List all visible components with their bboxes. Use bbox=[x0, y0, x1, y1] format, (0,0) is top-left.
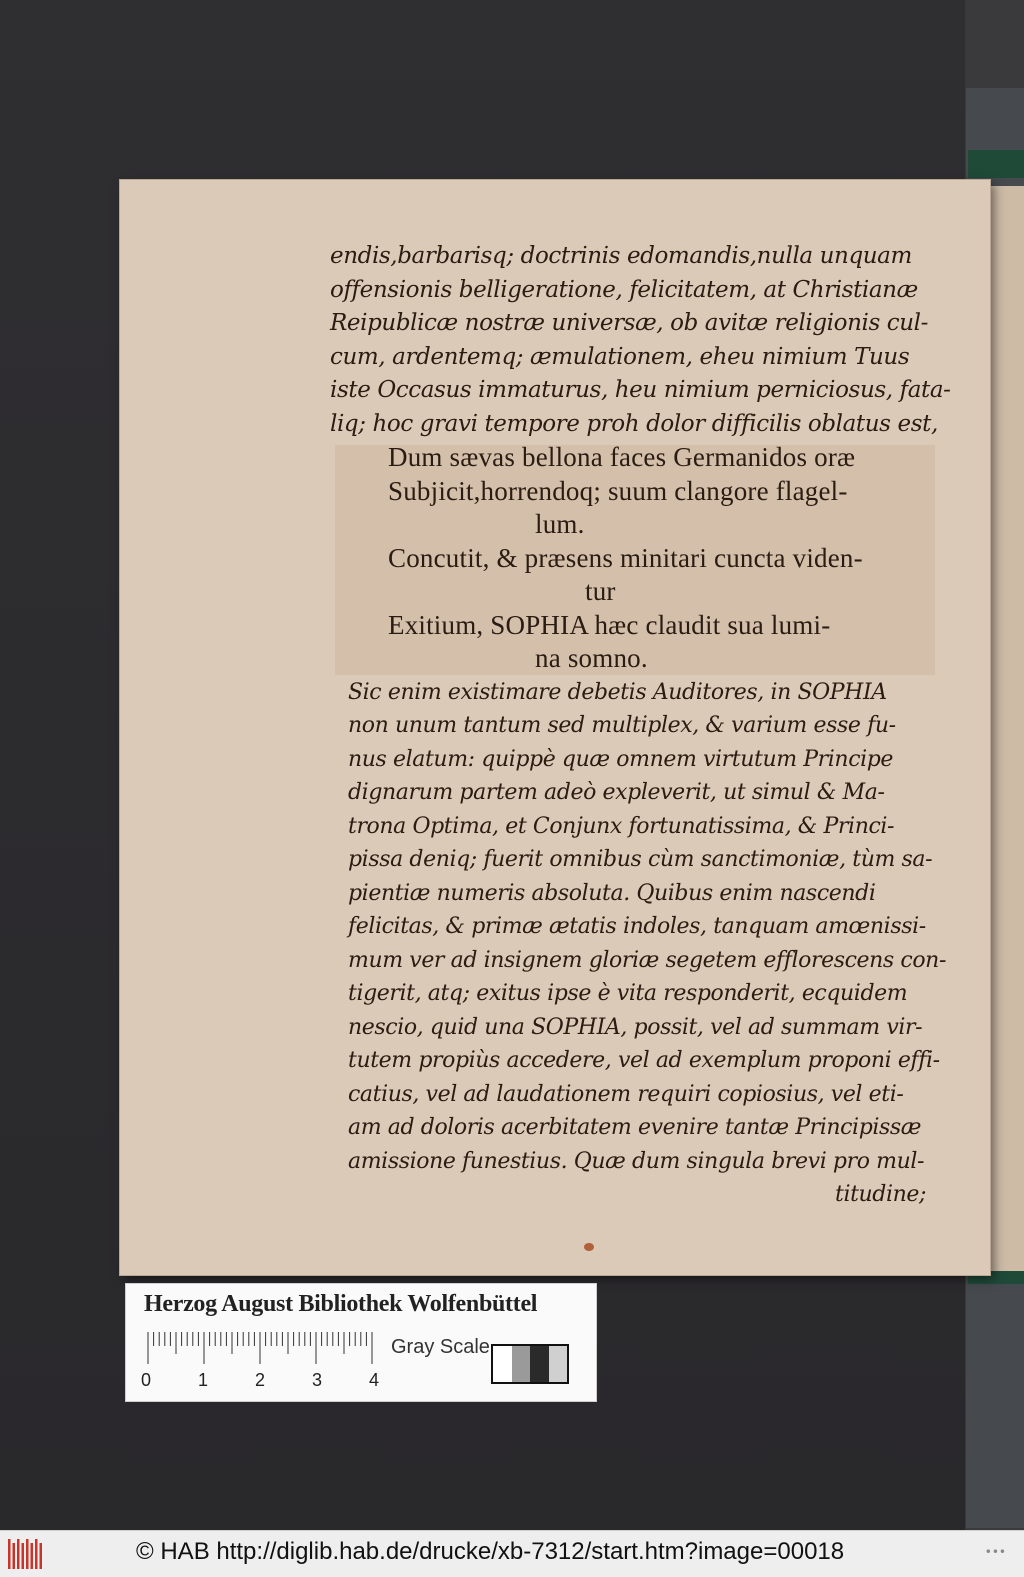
logo-bar bbox=[40, 1543, 43, 1569]
ruler-number: 3 bbox=[312, 1370, 323, 1390]
text-line: titudine; bbox=[835, 1182, 927, 1207]
text-line: endis,barbarisq; doctrinis edomandis,nulla unquam bbox=[330, 243, 912, 269]
text-line: catius, vel ad laudationem requiri copiosius, vel eti- bbox=[348, 1081, 904, 1107]
gray-swatch-cell bbox=[549, 1346, 568, 1382]
text-line: tigerit, atq; exitus ipse è vita responderit, ecquidem bbox=[348, 981, 908, 1006]
text-line: cum, ardentemq; æmulationem, eheu nimium Tuus bbox=[330, 343, 910, 370]
text-line: na somno. bbox=[535, 643, 648, 673]
logo-bar bbox=[8, 1539, 11, 1569]
viewer-footer bbox=[0, 1530, 1024, 1577]
logo-bar bbox=[22, 1543, 25, 1569]
text-line: am ad doloris acerbitatem evenire tantæ Principissæ bbox=[348, 1115, 922, 1140]
text-line: nescio, quid una SOPHIA, possit, vel ad summam vir- bbox=[348, 1014, 923, 1040]
page-text bbox=[330, 240, 951, 1212]
text-line: tutem propiùs accedere, vel ad exemplum proponi effi- bbox=[348, 1048, 940, 1073]
logo-bar bbox=[31, 1543, 34, 1569]
text-line: dignarum partem adeò expleverit, ut simul & Ma- bbox=[348, 780, 885, 805]
ruler-number: 4 bbox=[369, 1370, 380, 1390]
gray-scale-label: Gray Scale bbox=[391, 1336, 490, 1358]
text-line: Sic enim existimare debetis Auditores, in SOPHIA bbox=[348, 679, 887, 705]
cover-green-band-top bbox=[968, 150, 1024, 178]
gray-swatch-cell bbox=[493, 1346, 512, 1382]
text-line: nus elatum: quippè quæ omnem virtutum Principe bbox=[348, 746, 894, 772]
text-line: pissa deniq; fuerit omnibus cùm sanctimoniæ, tùm sa- bbox=[348, 847, 933, 872]
text-line: lum. bbox=[535, 509, 585, 539]
text-line: iste Occasus immaturus, heu nimium perniciosus, fata- bbox=[330, 377, 951, 403]
text-line: mum ver ad insignem gloriæ segetem efflorescens con- bbox=[348, 947, 946, 973]
text-line: pientiæ numeris absoluta. Quibus enim nascendi bbox=[348, 880, 876, 906]
logo-bar bbox=[35, 1539, 38, 1569]
logo-bar bbox=[26, 1539, 29, 1569]
ruler-number: 2 bbox=[255, 1370, 266, 1390]
text-line: trona Optima, et Conjunx fortunatissima, & Princi- bbox=[348, 813, 895, 839]
paper-stain bbox=[584, 1243, 594, 1251]
gray-swatch-cell bbox=[512, 1346, 531, 1382]
ruler-number: 0 bbox=[141, 1370, 152, 1390]
ruler-icon bbox=[146, 1332, 376, 1364]
text-line: non unum tantum sed multiplex, & varium esse fu- bbox=[348, 713, 896, 738]
text-line: tur bbox=[585, 576, 616, 606]
text-line: Subjicit,horrendoq; suum clangore flagel- bbox=[388, 475, 848, 506]
text-line: felicitas, & primæ ætatis indoles, tanquam amœnissi- bbox=[348, 914, 926, 939]
copyright-url[interactable]: © HAB http://diglib.hab.de/drucke/xb-7312/start.htm?image=00018 bbox=[136, 1538, 845, 1565]
color-scale-card bbox=[125, 1283, 597, 1402]
text-line: Dum sævas bellona faces Germanidos oræ bbox=[388, 442, 856, 472]
ruler-number: 1 bbox=[198, 1370, 209, 1390]
text-line: Reipublicæ nostræ universæ, ob avitæ religionis cul- bbox=[330, 310, 928, 336]
gray-swatch-cell bbox=[530, 1346, 549, 1382]
ruler-numbers bbox=[141, 1370, 401, 1392]
logo-bar bbox=[17, 1539, 20, 1569]
more-dots-icon[interactable]: ••• bbox=[984, 1545, 1006, 1559]
text-line: Exitium, SOPHIA hæc claudit sua lumi- bbox=[388, 609, 831, 640]
hab-logo-icon bbox=[6, 1539, 46, 1569]
text-line: offensionis belligeratione, felicitatem, at Christianæ bbox=[330, 276, 918, 303]
text-line: amissione funestius. Quæ dum singula brevi pro mul- bbox=[348, 1148, 925, 1174]
library-name: Herzog August Bibliothek Wolfenbüttel bbox=[144, 1291, 538, 1317]
text-line: Concutit, & præsens minitari cuncta viden- bbox=[388, 542, 863, 573]
gray-scale-swatch bbox=[491, 1344, 569, 1384]
text-line: liq; hoc gravi tempore proh dolor difficilis oblatus est, bbox=[330, 410, 938, 437]
logo-bar bbox=[13, 1543, 16, 1569]
facing-page-edge bbox=[986, 186, 1024, 1271]
